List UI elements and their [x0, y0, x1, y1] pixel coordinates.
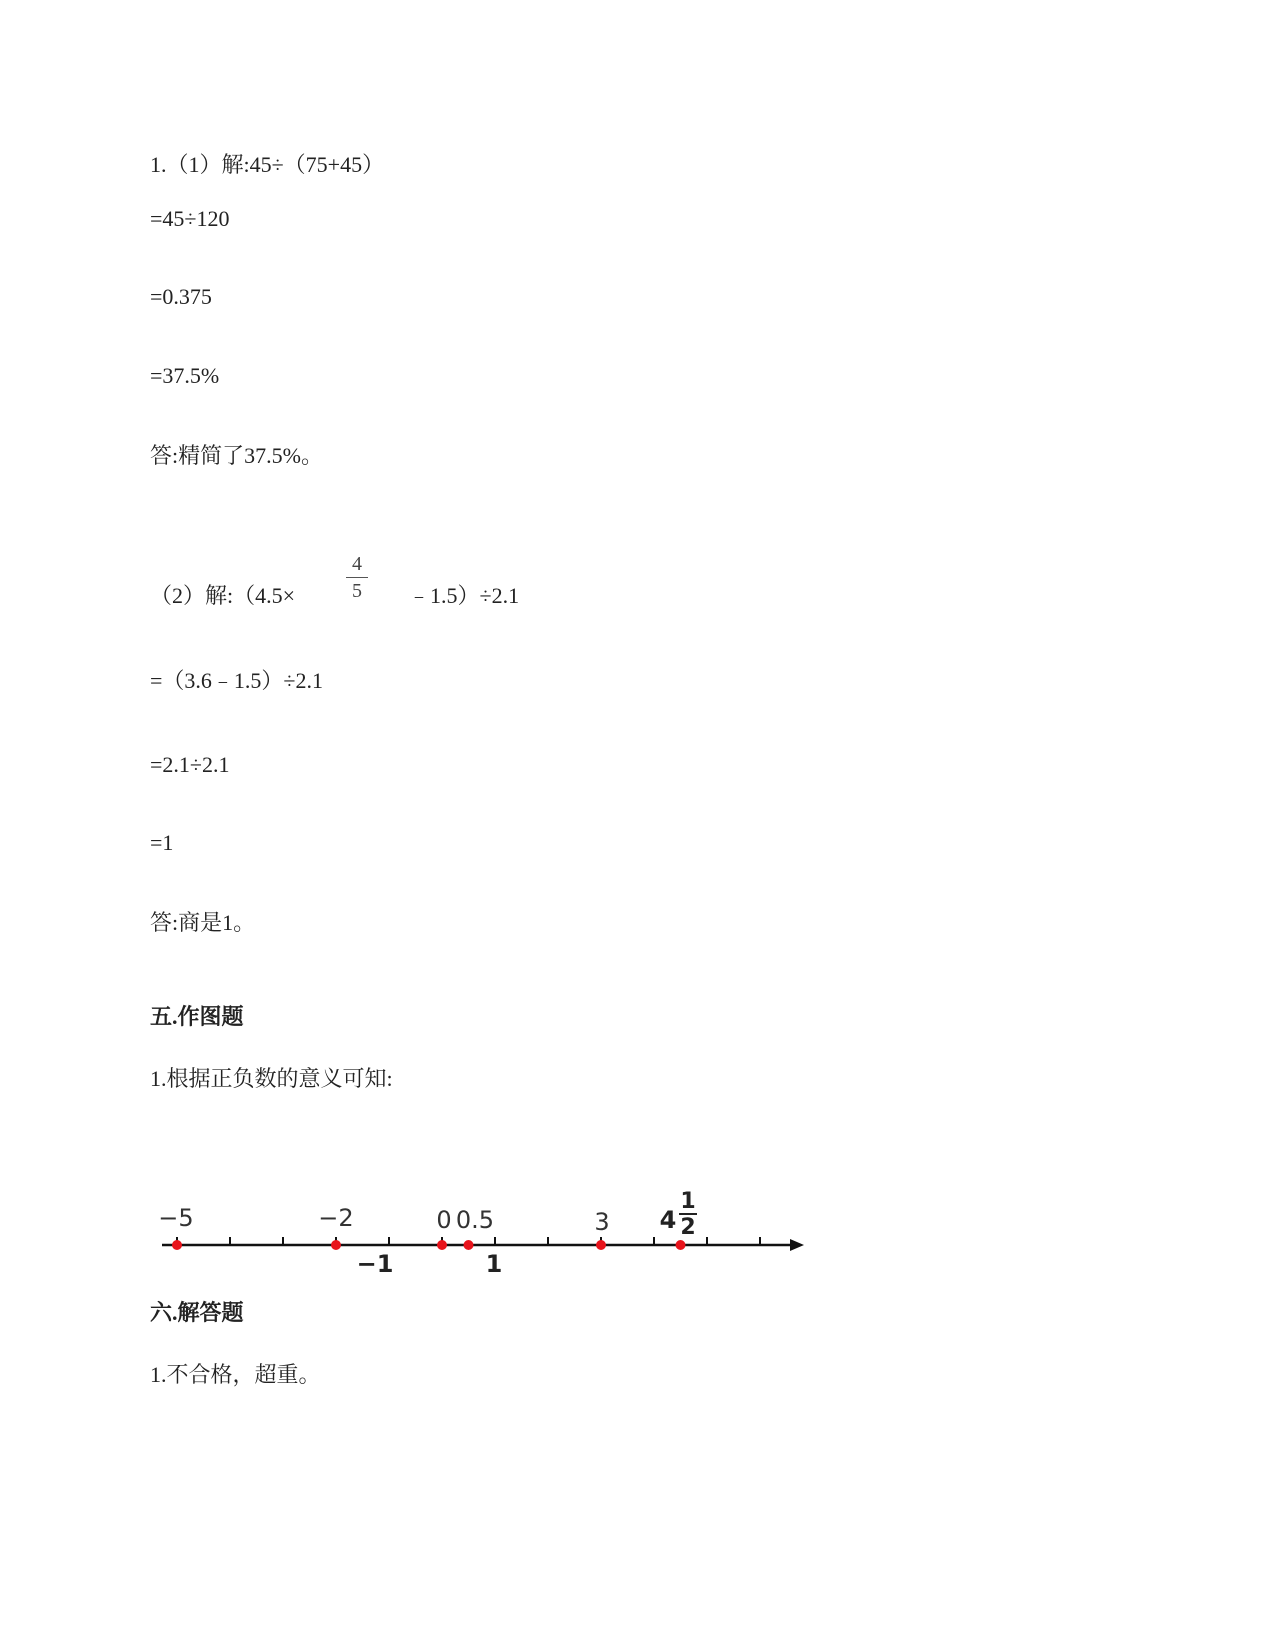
fraction-bar [346, 577, 368, 578]
label-below-minus-1: −1 [356, 1250, 394, 1278]
label-0: 0 [436, 1206, 452, 1234]
solution-1-1-answer: 答:精简了37.5%。 [150, 443, 323, 468]
solution-1-1-line-2: =45÷120 [150, 206, 230, 231]
label-minus-2: −2 [318, 1204, 354, 1232]
solution-1-2-line-3: =2.1÷2.1 [150, 752, 230, 777]
section-5-heading: 五.作图题 [150, 1004, 244, 1029]
number-line-point [596, 1240, 606, 1250]
solution-1-2-suffix: ﹣1.5）÷2.1 [408, 583, 520, 608]
number-line-point [437, 1240, 447, 1250]
solution-1-2-answer: 答:商是1。 [150, 910, 256, 935]
number-line-point [464, 1240, 474, 1250]
solution-1-2-prefix: （2）解:（4.5× [150, 583, 296, 608]
label-mixed-denominator: 2 [680, 1215, 696, 1240]
number-line-point [676, 1240, 686, 1250]
label-minus-5: −5 [158, 1204, 194, 1232]
section-6-item-1: 1.不合格，超重。 [150, 1362, 321, 1387]
section-5-item-1: 1.根据正负数的意义可知: [150, 1066, 393, 1091]
fraction-four-fifths [342, 553, 372, 602]
number-line-figure [150, 1170, 830, 1290]
label-0-5: 0.5 [455, 1206, 495, 1234]
label-mixed-numerator: 1 [680, 1189, 696, 1214]
number-line-point [172, 1240, 182, 1250]
number-line-point [331, 1240, 341, 1250]
number-line-arrow-icon [790, 1239, 804, 1251]
section-6-heading: 六.解答题 [150, 1300, 244, 1325]
solution-1-1-line-3: =0.375 [150, 284, 212, 309]
fraction-numerator: 4 [352, 553, 362, 575]
solution-1-2-line-2: =（3.6﹣1.5）÷2.1 [150, 668, 323, 693]
label-3: 3 [594, 1208, 610, 1236]
solution-1-1-line-4: =37.5% [150, 363, 220, 388]
solution-1-1-line-1: 1.（1）解:45÷（75+45） [150, 152, 385, 177]
fraction-denominator: 5 [352, 580, 362, 602]
solution-1-2-line-4: =1 [150, 830, 174, 855]
label-below-1: 1 [485, 1250, 503, 1278]
label-mixed-whole: 4 [659, 1206, 677, 1234]
